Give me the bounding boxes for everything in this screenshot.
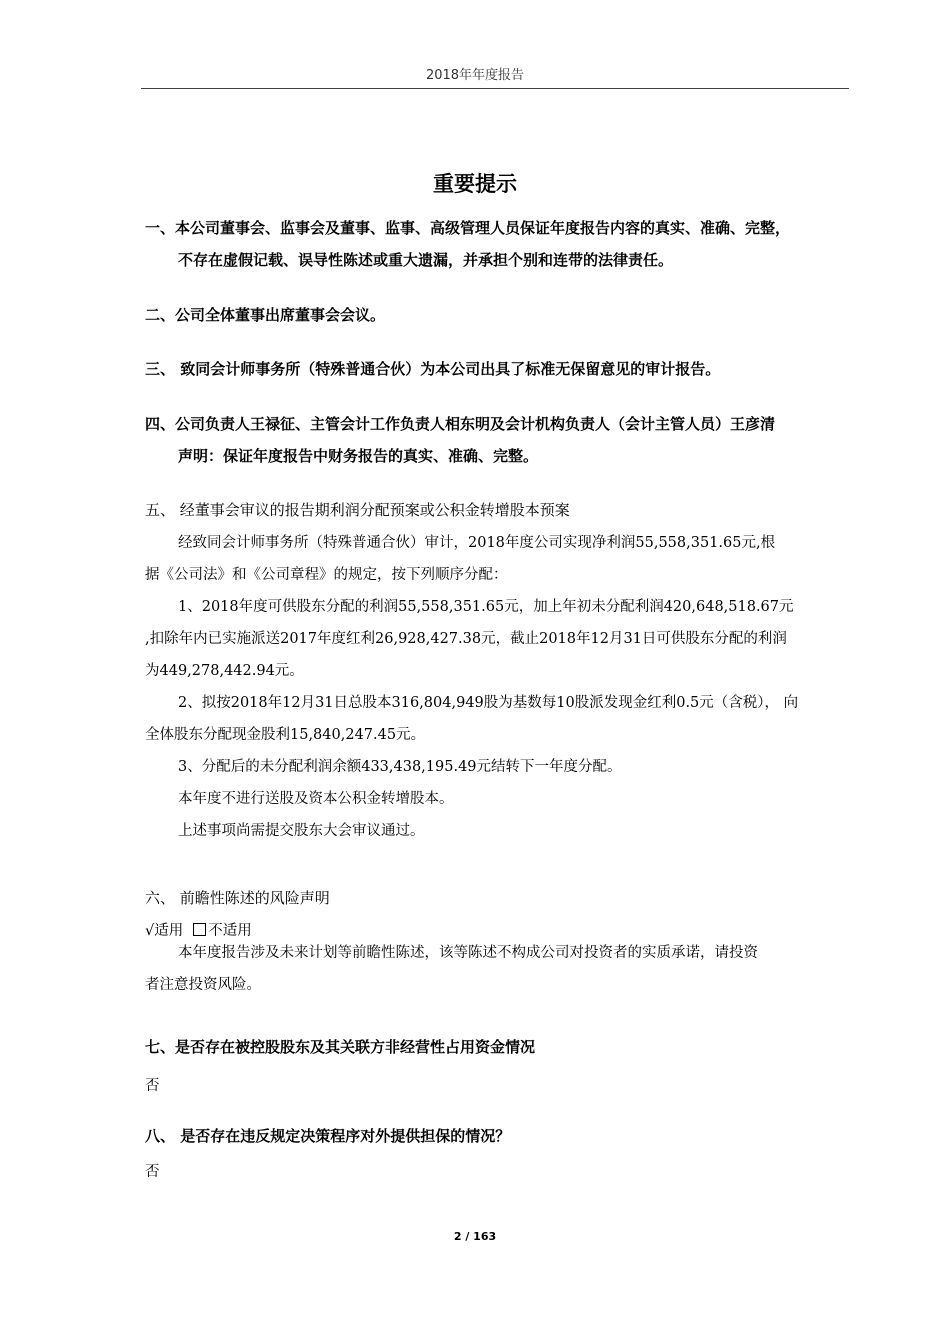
applicable-label: 适用	[154, 923, 184, 939]
notice-item-6	[145, 888, 851, 908]
item-1-line-1: 一、本公司董事会、监事会及董事、监事、高级管理人员保证年度报告内容的真实、准确、完整，	[145, 219, 791, 237]
item-6-para-1-line-1: 本年度报告涉及未来计划等前瞻性陈述，该等陈述不构成公司对投资者的实质承诺，请投资	[178, 945, 758, 961]
item-5-para-1-line-1: 经致同会计师事务所（特殊普通合伙）审计，2018年度公司实现净利润55,558,351.65元,根	[178, 535, 776, 551]
item-5-para-4: 3、分配后的未分配利润余额433,438,195.49元结转下一年度分配。	[178, 759, 622, 775]
page-header: 2018年年度报告	[425, 68, 525, 83]
item-6-heading: 六、 前瞻性陈述的风险声明	[145, 889, 330, 907]
item-3-line-1: 三、 致同会计师事务所（特殊普通合伙）为本公司出具了标准无保留意见的审计报告。	[145, 360, 721, 378]
notice-item-5	[145, 500, 851, 520]
item-5-para-1-line-2: 据《公司法》和《公司章程》的规定，按下列顺序分配：	[145, 567, 508, 583]
item-5-para-2-line-3: 为449,278,442.94元。	[145, 663, 304, 679]
item-6-body	[145, 937, 851, 1001]
page-number: 2 / 163	[453, 1230, 497, 1243]
item-5-para-3-line-2: 全体股东分配现金股利15,840,247.45元。	[145, 727, 426, 743]
notice-item-7	[145, 1037, 851, 1057]
item-4-line-2: 声明：保证年度报告中财务报告的真实、准确、完整。	[178, 447, 539, 465]
item-5-para-2-line-2: ,扣除年内已实施派送2017年度红利26,928,427.38元，截止2018年12月31日可供股东分配的利润	[145, 631, 787, 647]
notice-item-1	[145, 218, 851, 270]
empty-checkbox-icon	[193, 923, 206, 936]
not-applicable-label: 不适用	[208, 923, 252, 939]
item-6-para-1-line-2: 者注意投资风险。	[145, 977, 261, 993]
item-5-heading: 五、 经董事会审议的报告期利润分配预案或公积金转增股本预案	[145, 501, 570, 519]
item-5-body	[145, 527, 851, 847]
item-5-para-3-line-1: 2、拟按2018年12月31日总股本316,804,949股为基数每10股派发现金红利0.5元（含税）， 向	[178, 695, 799, 711]
item-8-answer: 否	[145, 1164, 160, 1180]
item-5-para-2-line-1: 1、2018年度可供股东分配的利润55,558,351.65元，加上年初未分配利润420,648,518.67元	[178, 599, 794, 615]
item-7-answer: 否	[145, 1078, 160, 1094]
item-2-line-1: 二、公司全体董事出席董事会会议。	[145, 306, 386, 324]
notice-item-2	[145, 305, 851, 325]
header-divider	[141, 88, 849, 89]
page-title: 重要提示	[433, 172, 517, 196]
item-1-line-2: 不存在虚假记载、误导性陈述或重大遗漏，并承担个别和连带的法律责任。	[178, 251, 674, 269]
item-5-para-6: 上述事项尚需提交股东大会审议通过。	[178, 823, 425, 839]
notice-item-3	[145, 359, 851, 379]
item-5-para-5: 本年度不进行送股及资本公积金转增股本。	[178, 791, 454, 807]
item-8-heading: 八、 是否存在违反规定决策程序对外提供担保的情况？	[145, 1127, 511, 1145]
item-4-line-1: 四、公司负责人王禄征、主管会计工作负责人相东明及会计机构负责人（会计主管人员）王彦清	[145, 415, 776, 433]
item-7-heading: 七、是否存在被控股股东及其关联方非经营性占用资金情况	[145, 1038, 536, 1056]
notice-item-4	[145, 414, 851, 466]
notice-item-8	[145, 1126, 851, 1146]
check-mark-icon: √	[145, 923, 155, 939]
